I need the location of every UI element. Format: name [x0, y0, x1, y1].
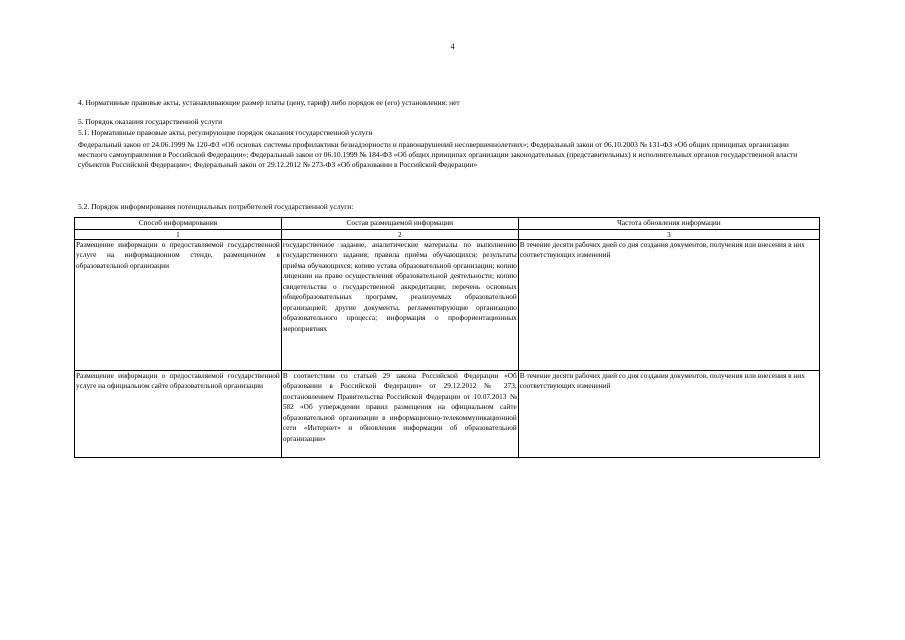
section-5-1-laws: Федеральный закон от 24.06.1999 № 120-ФЗ «Об основах системы профилактики безнадзорности и правонарушений несовершеннолетних»; Федеральный закон от 06.10.2003 № 131-ФЗ «Об общих принципах организации местного самоуправления в Российской Федерации»; Федеральный закон от 06.10.1999 № 184-ФЗ «Об общих принципах организации законодательных (представительных) и исполнительных органов государственной власти субъектов Российской Федерации»; Федеральный закон от 29.12.2012 № 273-ФЗ «Об образовании в Российской Федерации»: [78, 140, 798, 169]
table-cell-method: Размещение информации о предоставляемой государственной услуге на информационном стенде, размещенном в образовательной организации: [75, 239, 282, 370]
page-number: 4: [450, 42, 455, 51]
table-column-number: 3: [518, 229, 819, 239]
table-header-content: Состав размещаемой информации: [281, 218, 518, 230]
table-row: [75, 239, 820, 370]
section-4-text: 4. Нормативные правовые акты, устанавливающие размер платы (цену, тариф) либо порядок ее (его) установления: нет: [78, 98, 460, 107]
table-cell-content: В соответствии со статьей 29 закона Российской Федерации «Об образовании в Российской Федерации» от 29.12.2012 № 273, постановлением Правительства Российской Федерации от 10.07.2013 № 582 «Об утверждении правил размещения на официальном сайте образовательной организации в информационно-телекоммуникационной сети «Интернет» и обновления информации об образовательной организации»: [281, 370, 518, 457]
table-cell-content: государственное задание, аналитические материалы по выполнению государственного задания; правила приёма обучающихся; результаты приёма обучающихся; копию устава образовательной организации; копию лицензии на право осуществления образовательной деятельности; копию свидетельства о государственной аккредитации; перечень основных общеобразовательных программ, реализуемых образовательной организацией; другие документы, регламентирующие организацию образовательного процесса; информация о профориентационных мероприятиях: [281, 239, 518, 370]
table-column-number: 2: [281, 229, 518, 239]
table-header-method: Способ информирования: [75, 218, 282, 230]
table-header-row: [75, 218, 820, 230]
section-5-2-title: 5.2. Порядок информирования потенциальных потребителей государственной услуги:: [78, 202, 354, 211]
information-table: [74, 217, 820, 458]
table-column-number: 1: [75, 229, 282, 239]
table-cell-frequency: В течение десяти рабочих дней со дня создания документов, получения или внесения в них соответствующих изменений: [518, 239, 819, 370]
table-header-frequency: Частота обновления информации: [518, 218, 819, 230]
table-row: [75, 370, 820, 457]
table-cell-method: Размещение информации о предоставляемой государственной услуге на официальном сайте образовательной организации: [75, 370, 282, 457]
table-cell-frequency: В течение десяти рабочих дней со дня создания документов, получения или внесения в них соответствующих изменений: [518, 370, 819, 457]
section-5-1-title: 5.1. Нормативные правовые акты, регулирующие порядок оказания государственной услуги: [78, 128, 373, 137]
table-number-row: [75, 229, 820, 239]
section-5-title: 5. Порядок оказания государственной услуги: [78, 117, 223, 126]
